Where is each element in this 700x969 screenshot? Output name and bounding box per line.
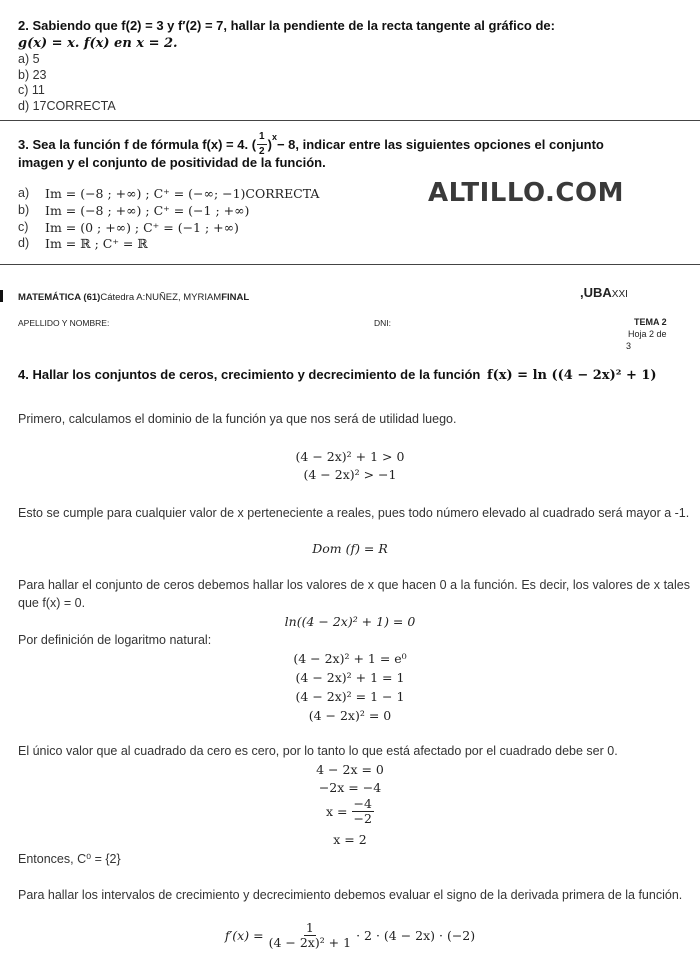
exam-type: FINAL bbox=[221, 292, 250, 303]
q3-option-b: Im = (−8 ; +∞) ; C⁺ = (−1 ; +∞) bbox=[45, 203, 250, 218]
derivative-rhs: · 2 · (4 − 2x) · (−2) bbox=[356, 928, 476, 943]
paragraph-ln-definition: Por definición de logaritmo natural: bbox=[18, 633, 212, 647]
equation-zeros-5: (4 − 2x)² = 0 bbox=[308, 708, 392, 723]
q3-text-a: 3. Sea la función f de fórmula f(x) = 4. ( bbox=[18, 137, 257, 152]
q3-text-c: − 8, indicar entre las siguientes opciones el conjunto bbox=[276, 137, 604, 152]
name-label: APELLIDO Y NOMBRE: bbox=[18, 318, 110, 328]
q2-option-c: c) 11 bbox=[18, 83, 45, 97]
equation-solve-3-fraction bbox=[352, 797, 374, 826]
derivative-den: (4 − 2x)² + 1 bbox=[268, 935, 352, 950]
q4-title-text: 4. Hallar los conjuntos de ceros, crecimiento y decrecimiento de la función bbox=[18, 367, 481, 382]
paragraph-domain-reason: Esto se cumple para cualquier valor de x perteneciente a reales, pues todo número elevado al cuadrado será mayor a -1. bbox=[18, 506, 690, 520]
equation-solve-2: −2x = −4 bbox=[318, 780, 382, 795]
equation-derivative bbox=[0, 921, 700, 950]
divider bbox=[0, 120, 700, 121]
equation-solve-3 bbox=[0, 797, 700, 826]
paragraph-square-zero: El único valor que al cuadrado da cero es cero, por lo tanto lo que está afectado por el cuadrado debe ser 0. bbox=[18, 744, 618, 758]
watermark-logo: ALTILLO.COM bbox=[428, 178, 624, 208]
q2-statement-line1: 2. Sabiendo que f(2) = 3 y f′(2) = 7, hallar la pendiente de la recta tangente al gráfico de: bbox=[18, 18, 555, 33]
equation-solve-3-lhs: x = bbox=[326, 804, 348, 819]
uba-text: UBA bbox=[583, 285, 612, 300]
q4-title bbox=[18, 367, 657, 383]
q2-option-b: b) 23 bbox=[18, 68, 47, 82]
equation-zeros-2: (4 − 2x)² + 1 = e⁰ bbox=[293, 651, 407, 666]
q3-option-a: Im = (−8 ; +∞) ; C⁺ = (−∞; −1)CORRECTA bbox=[45, 186, 320, 201]
q3-option-c: Im = (0 ; +∞) ; C⁺ = (−1 ; +∞) bbox=[45, 220, 239, 235]
equation-solve-4: x = 2 bbox=[333, 832, 367, 847]
q3-option-d-label: d) bbox=[18, 236, 30, 250]
course-header bbox=[18, 292, 249, 303]
uba-prefix: , bbox=[580, 285, 584, 300]
q3-statement-line2: imagen y el conjunto de positividad de la función. bbox=[18, 155, 326, 170]
uba-logo bbox=[580, 285, 628, 300]
paragraph-derivative-intro: Para hallar los intervalos de crecimiento y decrecimiento debemos evaluar el signo de la derivada primera de la función. bbox=[18, 888, 683, 902]
derivative-lhs: f′(x) = bbox=[224, 928, 264, 943]
q3-option-b-label: b) bbox=[18, 203, 30, 217]
q2-statement-line2: g(x) = x. f(x) en x = 2. bbox=[18, 36, 178, 51]
equation-zeros-3: (4 − 2x)² + 1 = 1 bbox=[295, 670, 405, 685]
zeros-result: Entonces, C⁰ = {2} bbox=[18, 852, 121, 866]
equation-zeros-1: ln((4 − 2x)² + 1) = 0 bbox=[284, 614, 416, 629]
equation-zeros-4: (4 − 2x)² = 1 − 1 bbox=[295, 689, 405, 704]
paragraph-zeros-intro: Para hallar el conjunto de ceros debemos hallar los valores de x que hacen 0 a la función. Es decir, los valores de x tales que f(x) = 0. bbox=[18, 578, 690, 610]
paragraph-domain-intro: Primero, calculamos el dominio de la función ya que nos será de utilidad luego. bbox=[18, 412, 457, 426]
q2-option-d: d) 17CORRECTA bbox=[18, 99, 116, 113]
q3-fraction-den: 2 bbox=[259, 146, 265, 157]
uba-suffix: XXI bbox=[611, 289, 628, 300]
equation-domain-2: (4 − 2x)² > −1 bbox=[303, 467, 397, 482]
equation-solve-3-num: −4 bbox=[353, 796, 372, 811]
equation-domain-1: (4 − 2x)² + 1 > 0 bbox=[295, 449, 405, 464]
hoja-total: 3 bbox=[626, 341, 632, 351]
q3-exponent: x bbox=[271, 131, 277, 142]
q4-function: f(x) = ln ((4 − 2x)² + 1) bbox=[486, 368, 657, 383]
derivative-fraction bbox=[267, 921, 354, 950]
q3-fraction-num: 1 bbox=[257, 130, 267, 145]
q3-option-a-label: a) bbox=[18, 186, 30, 200]
equation-solve-1: 4 − 2x = 0 bbox=[316, 762, 384, 777]
course-chair: Cátedra A:NUÑEZ, MYRIAM bbox=[100, 292, 222, 303]
q3-text-b: ) bbox=[267, 137, 272, 152]
header-marker bbox=[0, 290, 3, 302]
q3-option-c-label: c) bbox=[18, 220, 29, 234]
equation-domain-result: Dom (f) = R bbox=[312, 541, 388, 556]
q2-option-a: a) 5 bbox=[18, 52, 40, 66]
course-name: MATEMÁTICA (61) bbox=[18, 292, 101, 303]
equation-solve-3-den: −2 bbox=[353, 811, 372, 826]
tema-label: TEMA 2 bbox=[634, 317, 667, 327]
divider bbox=[0, 264, 700, 265]
q3-option-d: Im = ℝ ; C⁺ = ℝ bbox=[45, 236, 148, 251]
dni-label: DNI: bbox=[374, 318, 391, 328]
hoja-label: Hoja 2 de bbox=[628, 329, 667, 339]
derivative-num: 1 bbox=[305, 920, 314, 935]
